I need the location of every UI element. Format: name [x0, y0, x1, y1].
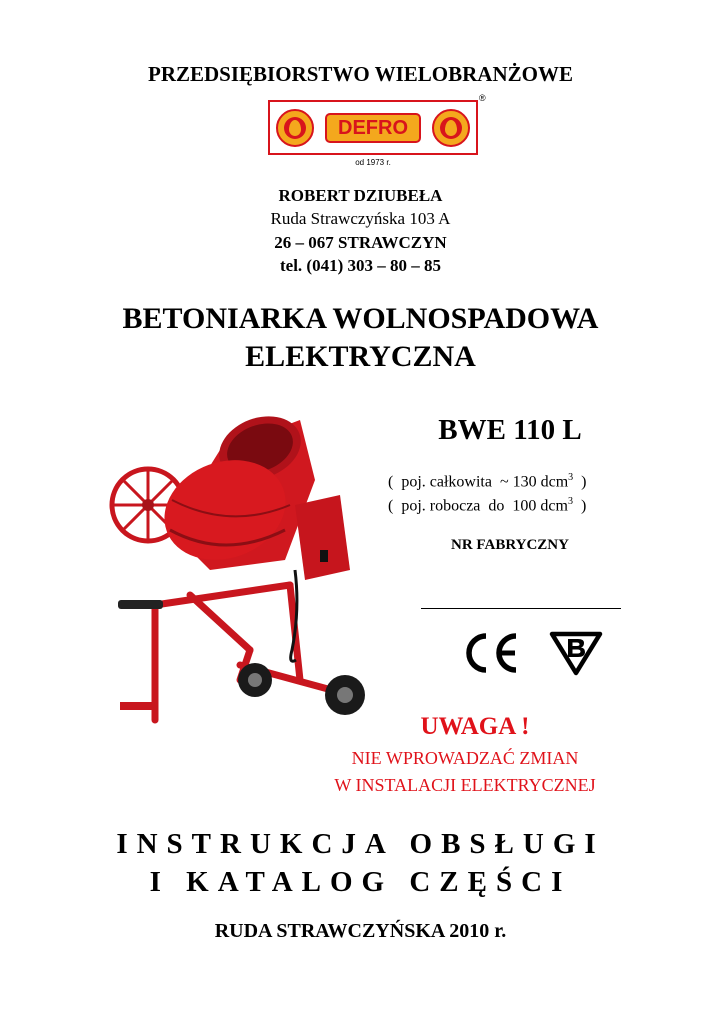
- serial-number-label: NR FABRYCZNY: [451, 537, 569, 553]
- defro-badge-right-icon: [432, 109, 470, 147]
- warning-title: UWAGA !: [420, 713, 530, 740]
- street-address: Ruda Strawczyńska 103 A: [270, 209, 451, 228]
- warning-line2: W INSTALACJI ELEKTRYCZNEJ: [334, 775, 596, 795]
- document-title-line1: BETONIARKA WOLNOSPADOWA: [122, 302, 599, 335]
- capacity-total: ( poj. całkowita ~ 130 dcm$^3$ ): [388, 472, 587, 491]
- phone-number: tel. (041) 303 – 80 – 85: [279, 256, 441, 275]
- manual-title-line1: INSTRUKCJA OBSŁUGI: [116, 828, 605, 860]
- logo-text: DEFRO: [325, 113, 421, 143]
- owner-name: ROBERT DZIUBEŁA: [278, 186, 443, 205]
- logo-since: od 1973 r.: [355, 158, 391, 167]
- serial-number-line: [421, 608, 621, 609]
- document-title-line2: ELEKTRYCZNA: [245, 340, 476, 373]
- concrete-mixer-image: [100, 410, 380, 730]
- postal-address: 26 – 067 STRAWCZYN: [274, 233, 447, 252]
- b-certification-mark-icon: [548, 630, 604, 676]
- defro-badge-left-icon: [276, 109, 314, 147]
- ce-mark-icon: [462, 632, 520, 674]
- capacity-working: ( poj. robocza do 100 dcm$^3$ ): [388, 496, 587, 515]
- company-name: PRZEDSIĘBIORSTWO WIELOBRANŻOWE: [148, 62, 573, 86]
- model-name: BWE 110 L: [438, 414, 582, 446]
- manual-title-line2: I KATALOG CZĘŚCI: [149, 866, 572, 898]
- warning-line1: NIE WPROWADZAĆ ZMIAN: [351, 748, 579, 768]
- footer-place-date: RUDA STRAWCZYŃSKA 2010 r.: [214, 920, 507, 942]
- registered-mark: ®: [479, 93, 486, 103]
- defro-logo: [268, 100, 478, 155]
